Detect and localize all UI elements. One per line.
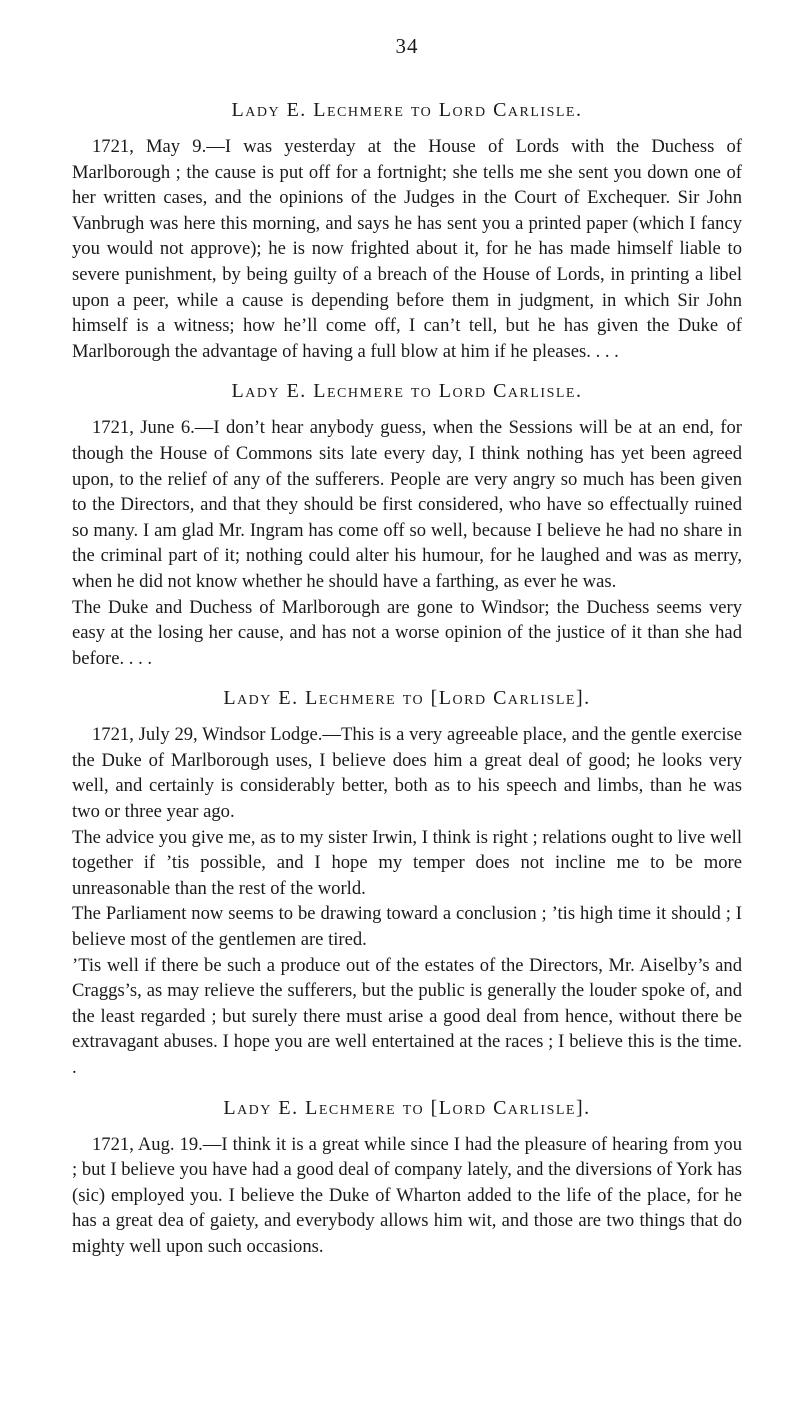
letter-1 [72, 99, 742, 364]
letter-3 [72, 687, 742, 1080]
letter-paragraph: The Parliament now seems to be drawing toward a conclusion ; ’tis high time it should ; I believe most of the gentlemen are tired. [72, 903, 742, 951]
letter-paragraph: ’Tis well if there be such a produce out of the estates of the Directors, Mr. Aiselby’s and Craggs’s, as may relieve the sufferers, but the public is generally the louder spoke of, and the least regarded ; but surely there must arise a good deal from hence, without there be extravagant abuses. I hope you are well entertained at the races ; I believe this is the time. . [72, 954, 742, 1078]
letter-heading: Lady E. Lechmere to [Lord Carlisle]. [223, 1096, 591, 1119]
letter-paragraph: The advice you give me, as to my sister Irwin, I think is right ; relations ought to live well together if ’tis possible, and I hope my temper does not incline me to be more unreasonable than the rest of the world. [72, 826, 742, 899]
letter-heading: Lady E. Lechmere to [Lord Carlisle]. [223, 687, 591, 710]
letter-paragraph: The Duke and Duchess of Marlborough are gone to Windsor; the Duchess seems very easy at the losing her cause, and has not a worse opinion of the justice of it than she had before. . . . [72, 596, 742, 669]
letter-paragraph: 1721, June 6.—I don’t hear anybody guess, when the Sessions will be at an end, for though the House of Commons sits late every day, I think nothing has yet been agreed upon, to the relief of any of the sufferers. People are very angry so much has been given to the Directors, and that they should be first considered, who have so effectually ruined so many. I am glad Mr. Ingram has come off so well, because I believe he had no share in the criminal part of it; nothing could alter his humour, for he laughed and was as merry, when he did not know whether he should have a farthing, as ever he was. [72, 417, 742, 592]
letter-2 [72, 380, 742, 671]
letter-4 [72, 1097, 742, 1260]
letter-paragraph: 1721, May 9.—I was yesterday at the House of Lords with the Duchess of Marlborough ; the cause is put off for a fortnight; she tells me she sent you down one of her written cases, and the opinions of the Judges in the Court of Exchequer. Sir John Vanbrugh was here this morning, and says he has sent you a printed paper (which I fancy you would not approve); he is now frighted about it, for he has made himself liable to severe punishment, by being guilty of a breach of the House of Lords, in printing a libel upon a peer, while a cause is depending before them in judgment, in which Sir John himself is a witness; how he’ll come off, I can’t tell, but he has given the Duke of Marlborough the advantage of having a full blow at him if he pleases. . . . [72, 136, 742, 362]
page-number: 34 [395, 34, 419, 58]
letter-heading: Lady E. Lechmere to Lord Carlisle. [231, 380, 583, 403]
letter-paragraph: 1721, Aug. 19.—I think it is a great while since I had the pleasure of hearing from you ; but I believe you have had a good deal of company lately, and the diversions of York has (sic) employed you. I believe the Duke of Wharton added to the life of the place, for he has a great dea of gaiety, and everybody allows him wit, and those are two things that do mighty well upon such occasions. [72, 1133, 742, 1257]
letter-heading: Lady E. Lechmere to Lord Carlisle. [231, 99, 583, 121]
letter-paragraph: 1721, July 29, Windsor Lodge.—This is a very agreeable place, and the gentle exercise the Duke of Marlborough uses, I believe does him a great deal of good; he looks very well, and certainly is considerably better, both as to his speech and limbs, than he was two or three year ago. [72, 724, 742, 823]
